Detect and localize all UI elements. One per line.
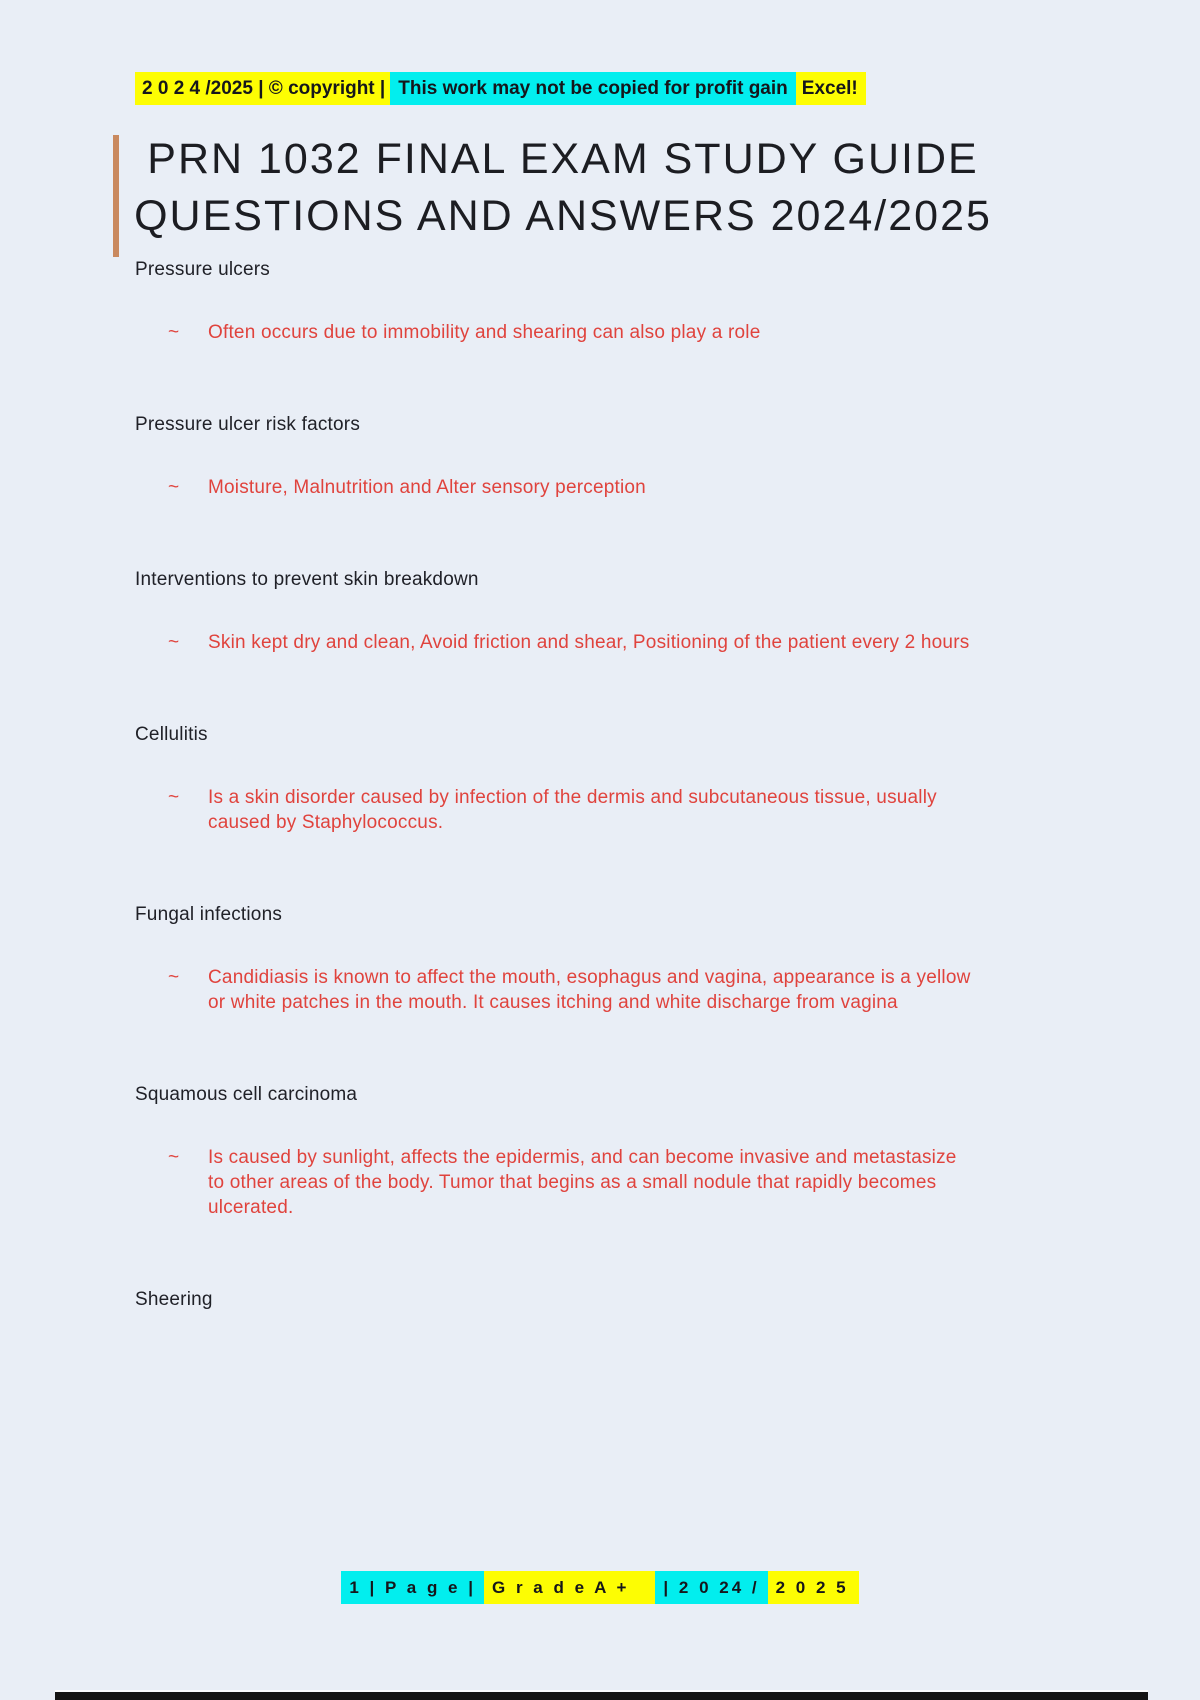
footer-year-left: | 2 0 24 / — [655, 1571, 767, 1604]
bullet-marker: ~ — [168, 322, 180, 343]
answer-row — [168, 785, 1075, 835]
bullet-marker: ~ — [168, 1147, 180, 1168]
bullet-marker: ~ — [168, 632, 180, 653]
answer-text: Is a skin disorder caused by infection of the dermis and subcutaneous tissue, usually caused by Staphylococcus. — [208, 787, 937, 833]
qa-section-cellulitis — [135, 723, 1075, 835]
question-heading: Squamous cell carcinoma — [135, 1084, 358, 1105]
answer-text: Skin kept dry and clean, Avoid friction and shear, Positioning of the patient every 2 hours — [208, 632, 970, 653]
answer-row — [168, 475, 1075, 500]
answer-text: Often occurs due to immobility and shearing can also play a role — [208, 322, 761, 343]
answer-row — [168, 320, 1075, 345]
page-title-line2: QUESTIONS AND ANSWERS 2024/2025 — [134, 192, 992, 240]
question-heading: Interventions to prevent skin breakdown — [135, 569, 479, 590]
copyright-cyan-segment: This work may not be copied for profit gain — [390, 72, 796, 105]
page-footer — [0, 1573, 1200, 1603]
question-heading: Pressure ulcers — [135, 259, 270, 280]
qa-section-fungal-infections — [135, 903, 1075, 1015]
footer-page-number: 1 | P a g e | — [341, 1571, 484, 1604]
question-heading: Cellulitis — [135, 724, 208, 745]
title-block — [113, 131, 993, 245]
page-title-line1: PRN 1032 FINAL EXAM STUDY GUIDE — [147, 135, 979, 183]
qa-section-sheering — [135, 1288, 1075, 1312]
answer-text: Is caused by sunlight, affects the epidermis, and can become invasive and metastasize to other areas of the body. Tumor that begins as a small nodule that rapidly becomes ulcerated. — [208, 1147, 957, 1218]
qa-section-risk-factors — [135, 413, 1075, 500]
footer-grade-badge: G r a d e A + — [484, 1571, 655, 1604]
answer-text: Moisture, Malnutrition and Alter sensory perception — [208, 477, 646, 498]
bullet-marker: ~ — [168, 967, 180, 988]
page-title — [133, 131, 993, 245]
question-heading: Sheering — [135, 1289, 213, 1310]
bullet-marker: ~ — [168, 787, 180, 808]
question-heading: Pressure ulcer risk factors — [135, 414, 361, 435]
question-heading: Fungal infections — [135, 904, 283, 925]
answer-text: Candidiasis is known to affect the mouth, esophagus and vagina, appearance is a yellow or white patches in the mouth. It causes itching and white discharge from vagina — [208, 967, 971, 1013]
answer-row — [168, 1145, 1075, 1220]
title-accent-bar — [113, 135, 119, 257]
copyright-header — [135, 72, 866, 106]
bottom-divider-bar — [55, 1690, 1148, 1700]
footer-year-right: 2 0 2 5 — [768, 1571, 859, 1604]
qa-section-squamous-cell-carcinoma — [135, 1083, 1075, 1220]
qa-section-pressure-ulcers — [135, 258, 1075, 345]
study-guide-content — [135, 258, 1075, 1380]
copyright-yellow-segment: 2 0 2 4 /2025 | © copyright | — [135, 72, 390, 105]
bullet-marker: ~ — [168, 477, 180, 498]
qa-section-interventions — [135, 568, 1075, 655]
copyright-excel-segment: Excel! — [796, 72, 866, 105]
answer-row — [168, 630, 1075, 655]
answer-row — [168, 965, 1075, 1015]
